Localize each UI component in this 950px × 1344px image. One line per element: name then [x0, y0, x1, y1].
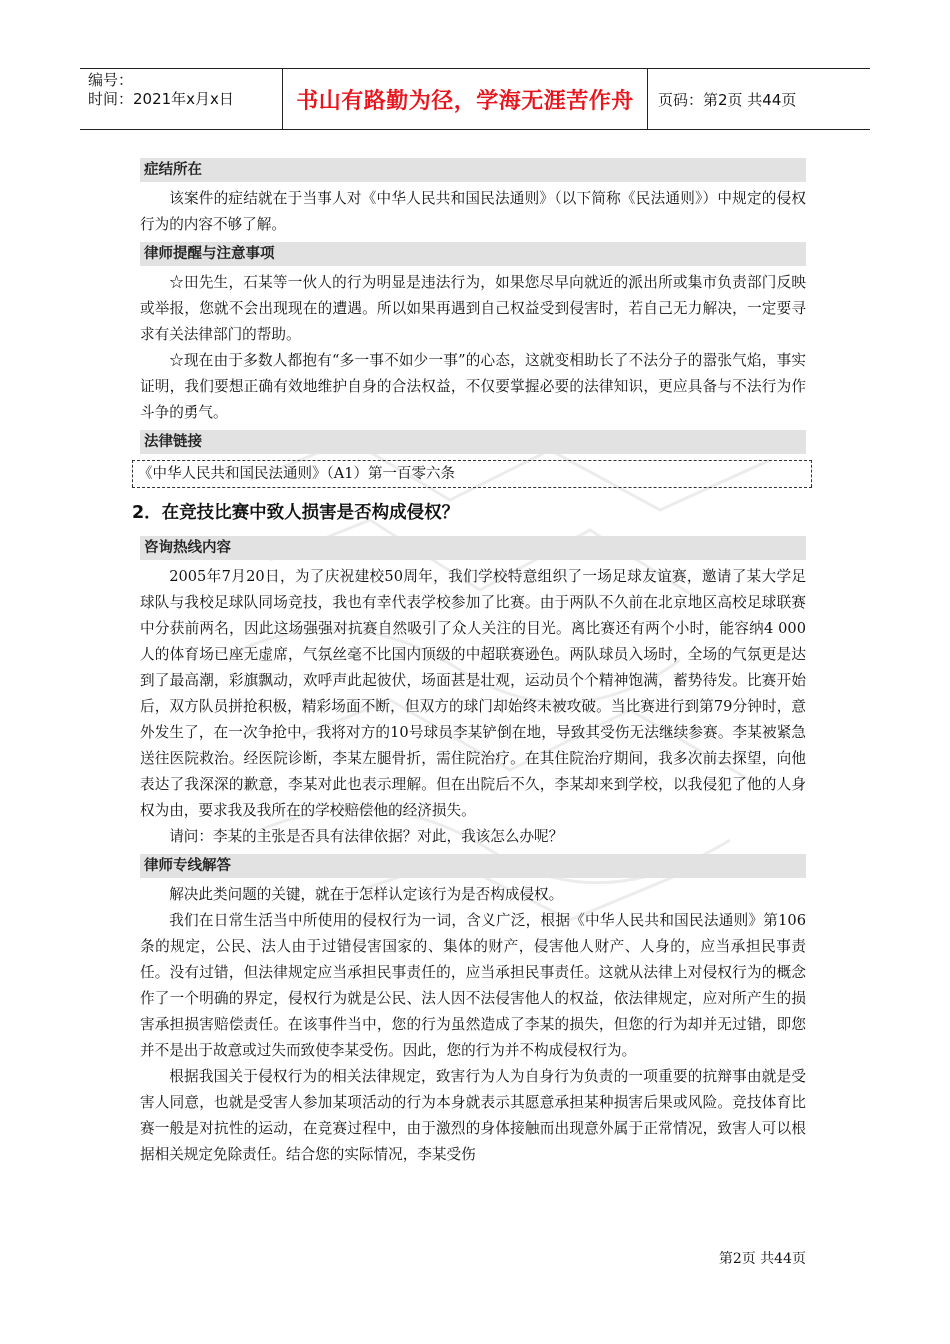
- number-label: 编号：: [88, 71, 134, 89]
- section-title-hotline: 咨询热线内容: [140, 536, 806, 560]
- hotline-paragraph-1: 2005年7月20日，为了庆祝建校50周年，我们学校特意组织了一场足球友谊赛，邀请了某大学足球队与我校足球队同场竞技，我也有幸代表学校参加了比赛。由于两队不久前在北京地区高校足球联赛中分获前两名，因此这场强强对抗赛自然吸引了众人关注的目光。离比赛还有两个小时，能容纳4 000人的体育场已座无虚席，气氛丝毫不比国内顶级的中超联赛逊色。两队球员入场时，全场的气氛更是达到了最高潮，彩旗飘动，欢呼声此起彼伏，场面甚是壮观，运动员个个精神饱满，蓄势待发。比赛开始后，双方队员拼抢积极，精彩场面不断，但双方的球门却始终未被攻破。当比赛进行到第79分钟时，意外发生了，在一次争抢中，我将对方的10号球员李某铲倒在地，导致其受伤无法继续参赛。李某被紧急送往医院救治。经医院诊断，李某左腿骨折，需住院治疗。在其住院治疗期间，我多次前去探望，向他表达了我深深的歉意，李某对此也表示理解。但在出院后不久，李某却来到学校，以我侵犯了他的人身权为由，要求我及我所在的学校赔偿他的经济损失。: [140, 568, 806, 819]
- header-page-label: 页码：第2页 共44页: [658, 90, 797, 109]
- answer-paragraph-3: 根据我国关于侵权行为的相关法律规定，致害行为人为自身行为负责的一项重要的抗辩事由就是受害人同意，也就是受害人参加某项活动的行为本身就表示其愿意承担某种损害后果或风险。竞技体育比赛一般是对抗性的运动，在竞赛过程中，由于激烈的身体接触而出现意外属于正常情况，致害人可以根据相关规定免除责任。结合您的实际情况，李某受伤: [140, 1068, 806, 1163]
- section-title-answer: 律师专线解答: [140, 854, 806, 878]
- date-label: 时间：2021年x月x日: [88, 90, 234, 108]
- document-body: [132, 154, 806, 1168]
- hotline-paragraph-2: 请问：李某的主张是否具有法律依据？对此，我该怎么办呢？: [169, 828, 564, 845]
- page-header: [80, 68, 870, 130]
- header-left: [88, 71, 288, 109]
- page-footer: 第2页 共44页: [718, 1251, 806, 1267]
- law-link-text: 《中华人民共和国民法通则》（A1）第一百零六条: [138, 466, 455, 482]
- crux-paragraph: 该案件的症结就在于当事人对《中华人民共和国民法通则》（以下简称《民法通则》）中规定的侵权行为的内容不够了解。: [140, 190, 806, 233]
- lawyer-tips-paragraph-2: ☆现在由于多数人都抱有“多一事不如少一事”的心态，这就变相助长了不法分子的嚣张气焰，事实证明，我们要想正确有效地维护自身的合法权益，不仅要掌握必要的法律知识，更应具备与不法行为作斗争的勇气。: [140, 352, 806, 421]
- section-title-law-link: 法律链接: [140, 430, 806, 454]
- law-link-box: [132, 460, 812, 488]
- header-motto: 书山有路勤为径，学海无涯苦作舟: [282, 69, 648, 129]
- question-heading: 2．在竞技比赛中致人损害是否构成侵权？: [132, 503, 460, 523]
- section-title-lawyer-tips: 律师提醒与注意事项: [140, 242, 806, 266]
- answer-paragraph-2: 我们在日常生活当中所使用的侵权行为一词，含义广泛，根据《中华人民共和国民法通则》第106条的规定，公民、法人由于过错侵害国家的、集体的财产，侵害他人财产、人身的，应当承担民事责任。没有过错，但法律规定应当承担民事责任的，应当承担民事责任。这就从法律上对侵权行为的概念作了一个明确的界定，侵权行为就是公民、法人因不法侵害他人的权益，依法律规定，应对所产生的损害承担损害赔偿责任。在该事件当中，您的行为虽然造成了李某的损失，但您的行为却并无过错，即您并不是出于故意或过失而致使李某受伤。因此，您的行为并不构成侵权行为。: [140, 912, 806, 1059]
- lawyer-tips-paragraph-1: ☆田先生，石某等一伙人的行为明显是违法行为，如果您尽早向就近的派出所或集市负责部门反映或举报，您就不会出现现在的遭遇。所以如果再遇到自己权益受到侵害时，若自己无力解决，一定要寻求有关法律部门的帮助。: [140, 274, 806, 343]
- answer-paragraph-1: 解决此类问题的关键，就在于怎样认定该行为是否构成侵权。: [169, 886, 564, 903]
- section-title-crux: 症结所在: [140, 158, 806, 182]
